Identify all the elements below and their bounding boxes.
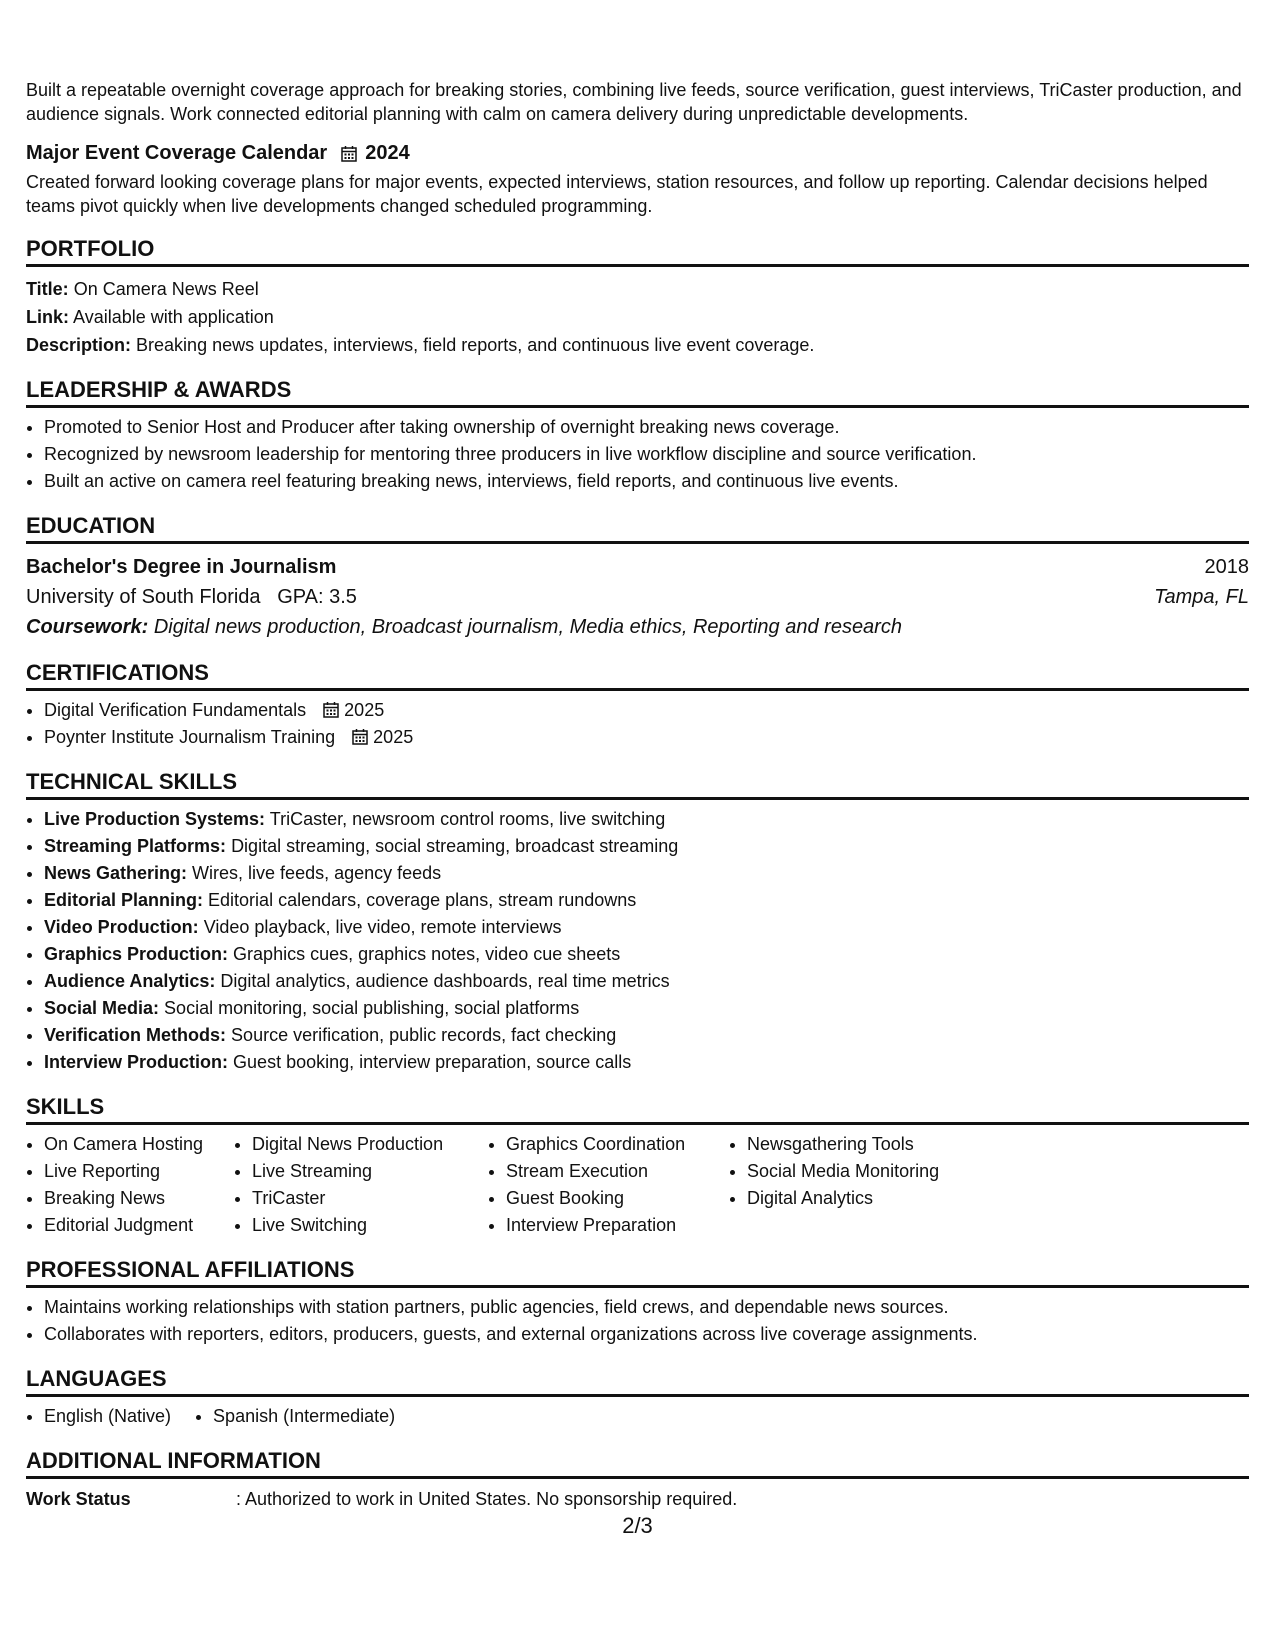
leadership-list (26, 414, 1249, 495)
coursework-label: Coursework: (26, 616, 149, 638)
portfolio-link-label: Link: (26, 307, 69, 327)
skills-column-4 (729, 1131, 1007, 1239)
affiliations-section (26, 1255, 1249, 1348)
intro-paragraph: Built a repeatable overnight coverage approach for breaking stories, combining live feeds, source verification, guest interviews, TriCaster production, and audience signals. Work connected editorial planning with calm on camera delivery during unpredictable developments. (26, 80, 1242, 124)
list-item (44, 806, 1249, 833)
skills-column-2 (234, 1131, 488, 1239)
section-heading-technical-skills: TECHNICAL SKILLS (26, 767, 1249, 800)
technical-skills-section (26, 767, 1249, 1076)
work-status-row (26, 1485, 1249, 1513)
skill-values: Source verification, public records, fact checking (231, 1025, 617, 1045)
technical-skills-list (26, 806, 1249, 1076)
list-item (44, 860, 1249, 887)
list-item: • Graphics Coordination (506, 1131, 729, 1158)
section-heading-additional-info: ADDITIONAL INFORMATION (26, 1446, 1249, 1479)
list-item: • Social Media Monitoring (747, 1158, 1007, 1185)
skill-values: Digital streaming, social streaming, broadcast streaming (231, 836, 679, 856)
certification-name: Poynter Institute Journalism Training (44, 727, 336, 747)
portfolio-title-value: On Camera News Reel (73, 279, 259, 299)
work-status-label: Work Status (26, 1489, 131, 1509)
certification-year: 2025 (373, 727, 414, 747)
list-item: • Built an active on camera reel featuring breaking news, interviews, field reports, and continuous live events. (44, 468, 1249, 495)
section-heading-languages: LANGUAGES (26, 1364, 1249, 1397)
list-item (44, 697, 1249, 724)
list-item: • Live Streaming (252, 1158, 488, 1185)
list-item: • Stream Execution (506, 1158, 729, 1185)
additional-info-section (26, 1446, 1249, 1513)
list-item (44, 941, 1249, 968)
education-location: Tampa, FL (1154, 586, 1249, 608)
list-item: • Guest Booking (506, 1185, 729, 1212)
portfolio-link-value: Available with application (73, 307, 274, 327)
skill-category: Live Production Systems: (44, 809, 266, 829)
portfolio-description-label: Description: (26, 335, 132, 355)
portfolio-description-row (26, 331, 1249, 359)
list-item: • Live Reporting (44, 1158, 234, 1185)
list-item: • Digital News Production (252, 1131, 488, 1158)
page-number: 2/3 (622, 1513, 653, 1538)
section-heading-skills: SKILLS (26, 1092, 1249, 1125)
skill-category: Verification Methods: (44, 1025, 227, 1045)
list-item: • Collaborates with reporters, editors, producers, guests, and external organizations across live coverage assignments. (44, 1321, 1249, 1348)
list-item: • Live Switching (252, 1212, 488, 1239)
skill-values: Graphics cues, graphics notes, video cue sheets (233, 944, 621, 964)
coursework-value: Digital news production, Broadcast journalism, Media ethics, Reporting and research (153, 616, 902, 638)
resume-page (26, 78, 1249, 1513)
portfolio-section (26, 234, 1249, 359)
skills-column-3 (488, 1131, 729, 1239)
skill-values: Video playback, live video, remote interviews (203, 917, 562, 937)
education-school: University of South Florida GPA: 3.5 (26, 586, 357, 608)
portfolio-title-label: Title: (26, 279, 69, 299)
certifications-section (26, 658, 1249, 751)
list-item (44, 914, 1249, 941)
list-item (44, 995, 1249, 1022)
section-heading-affiliations: PROFESSIONAL AFFILIATIONS (26, 1255, 1249, 1288)
list-item: • Breaking News (44, 1185, 234, 1212)
languages-section (26, 1364, 1249, 1430)
skill-category: Social Media: (44, 998, 160, 1018)
certifications-list (26, 697, 1249, 751)
skills-grid (26, 1131, 1249, 1239)
portfolio-link-row (26, 303, 1249, 331)
section-heading-certifications: CERTIFICATIONS (26, 658, 1249, 691)
skill-values: Guest booking, interview preparation, source calls (233, 1052, 632, 1072)
list-item: • On Camera Hosting (44, 1131, 234, 1158)
languages-list (26, 1403, 1249, 1430)
calendar-icon (323, 701, 339, 718)
section-heading-education: EDUCATION (26, 511, 1249, 544)
skill-category: News Gathering: (44, 863, 188, 883)
list-item: • Interview Preparation (506, 1212, 729, 1239)
skill-category: Audience Analytics: (44, 971, 216, 991)
list-item: • Maintains working relationships with station partners, public agencies, field crews, and dependable news sources. (44, 1294, 1249, 1321)
skill-category: Streaming Platforms: (44, 836, 227, 856)
skill-values: TriCaster, newsroom control rooms, live switching (269, 809, 666, 829)
skills-section (26, 1092, 1249, 1239)
list-item: • Promoted to Senior Host and Producer after taking ownership of overnight breaking news coverage. (44, 414, 1249, 441)
skill-values: Digital analytics, audience dashboards, real time metrics (220, 971, 670, 991)
education-degree: Bachelor's Degree in Journalism (26, 556, 337, 578)
list-item (44, 1049, 1249, 1076)
education-section (26, 511, 1249, 642)
list-item: • Spanish (Intermediate) (213, 1403, 395, 1430)
work-status-value: : Authorized to work in United States. No sponsorship required. (236, 1489, 738, 1509)
list-item: • Newsgathering Tools (747, 1131, 1007, 1158)
skill-values: Editorial calendars, coverage plans, stream rundowns (208, 890, 637, 910)
project-title-row (26, 140, 1249, 166)
skill-category: Video Production: (44, 917, 199, 937)
list-item: • TriCaster (252, 1185, 488, 1212)
skill-category: Graphics Production: (44, 944, 229, 964)
list-item: • Editorial Judgment (44, 1212, 234, 1239)
list-item (44, 833, 1249, 860)
list-item: • English (Native) (44, 1403, 171, 1430)
list-item (44, 1022, 1249, 1049)
skill-category: Interview Production: (44, 1052, 229, 1072)
certification-name: Digital Verification Fundamentals (44, 700, 307, 720)
project-title: Major Event Coverage Calendar (26, 142, 328, 164)
project-year: 2024 (365, 142, 410, 164)
portfolio-title-row (26, 275, 1249, 303)
calendar-icon (341, 145, 357, 162)
section-heading-portfolio: PORTFOLIO (26, 234, 1249, 267)
certification-year: 2025 (344, 700, 385, 720)
portfolio-description-value: Breaking news updates, interviews, field reports, and continuous live event coverage. (136, 335, 815, 355)
skill-category: Editorial Planning: (44, 890, 204, 910)
list-item: • Digital Analytics (747, 1185, 1007, 1212)
section-heading-leadership: LEADERSHIP & AWARDS (26, 375, 1249, 408)
education-coursework (26, 612, 1249, 642)
list-item: • Recognized by newsroom leadership for mentoring three producers in live workflow discipline and source verification. (44, 441, 1249, 468)
skills-column-1 (26, 1131, 234, 1239)
calendar-icon (352, 728, 368, 745)
education-year: 2018 (1204, 556, 1249, 578)
skill-values: Social monitoring, social publishing, social platforms (164, 998, 580, 1018)
leadership-section (26, 375, 1249, 495)
affiliations-list (26, 1294, 1249, 1348)
list-item (44, 724, 1249, 751)
project-description: Created forward looking coverage plans for major events, expected interviews, station resources, and follow up reporting. Calendar decisions helped teams pivot quickly when live developments changed scheduled programming. (26, 172, 1208, 216)
list-item (44, 887, 1249, 914)
list-item (44, 968, 1249, 995)
skill-values: Wires, live feeds, agency feeds (192, 863, 442, 883)
